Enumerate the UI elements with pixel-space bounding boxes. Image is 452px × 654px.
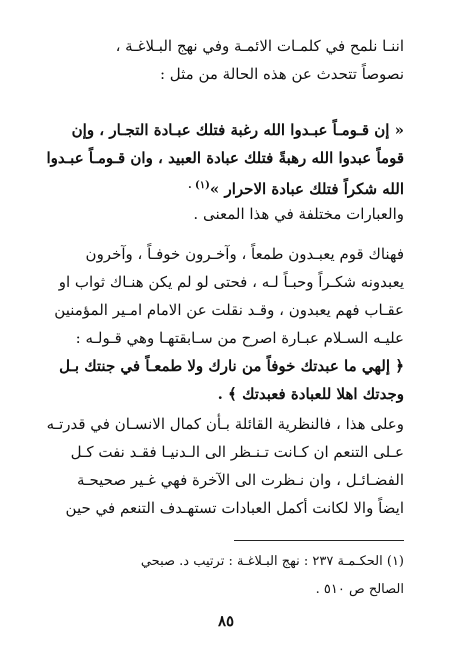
footnote-divider: [234, 540, 404, 541]
footnote-line: (١) الحكـمـة ٢٣٧ : نهج البـلاغـة : ترتيب د. صبحي: [140, 554, 404, 569]
text-line: نصوصاً تتحدث عن هذه الحالة من مثل :: [159, 65, 404, 83]
paragraph-conclusion: [38, 410, 404, 522]
text-line: الفضـائـل ، وان نـظرت الى الآخرة فهي غـير صحيحـة: [77, 471, 404, 489]
quote-end-text: الله شكراً فتلك عبادة الاحرار »: [209, 180, 404, 198]
text-line: وعلى هذا ، فالنظرية القائلة بـأن كمال الانسـان في قدرتـه: [46, 415, 404, 433]
paragraph-intro: [38, 32, 404, 88]
page-number: ٨٥: [217, 612, 235, 630]
text-line: قوماً عبدوا الله رهبةً فتلك عبادة العبيد ، وان قـومـاً عبـدوا: [46, 149, 404, 167]
quote-paragraph: [38, 116, 404, 203]
paragraph-statement: [38, 200, 404, 228]
text-line: عقـاب فهم يعبدون ، وقـد نقلت عن الامام امـير المؤمنين: [54, 301, 404, 319]
text-line: فهناك قوم يعبـدون طمعاً ، وآخـرون خوفـاً ، وآخرون: [85, 245, 404, 263]
quote-line: وجدتك اهلا للعبادة فعبدتك ﴾ .: [217, 385, 404, 403]
text-line: والعبارات مختلفة في هذا المعنى .: [193, 205, 404, 223]
text-line: عليـه السـلام عبـارة اصرح من سـابقتهـا وهي قـولـه :: [75, 329, 404, 347]
footnote-marker: (١) .: [188, 180, 210, 191]
text-line: عـلى التنعم ان كـانت تـنـظر الى الـدنيـا فقـد نفت كـل: [70, 443, 404, 461]
footnote-line: الصالح ص ٥١٠ .: [315, 582, 404, 597]
footnote: [38, 548, 404, 604]
quote-line: ﴿ إلهي ما عبدتك خوفاً من نارك ولا طمعـاً في جنتك بـل: [59, 357, 404, 375]
text-line: يعبدونه شكـراً وحبـاً لـه ، فحتى لو لم يكن هنـاك ثواب او: [58, 273, 404, 291]
text-line: « إن قـومـاً عبـدوا الله رغبة فتلك عبـادة التجـار ، وإن: [71, 121, 404, 139]
text-line: [38, 172, 404, 203]
text-line: ايضاً والا لكانت أكمل العبادات تستهـدف التنعم في حين: [65, 499, 404, 517]
text-line: اننـا نلمح في كلمـات الائمـة وفي نهج البـلاغـة ،: [115, 37, 404, 55]
paragraph-body: [38, 240, 404, 408]
